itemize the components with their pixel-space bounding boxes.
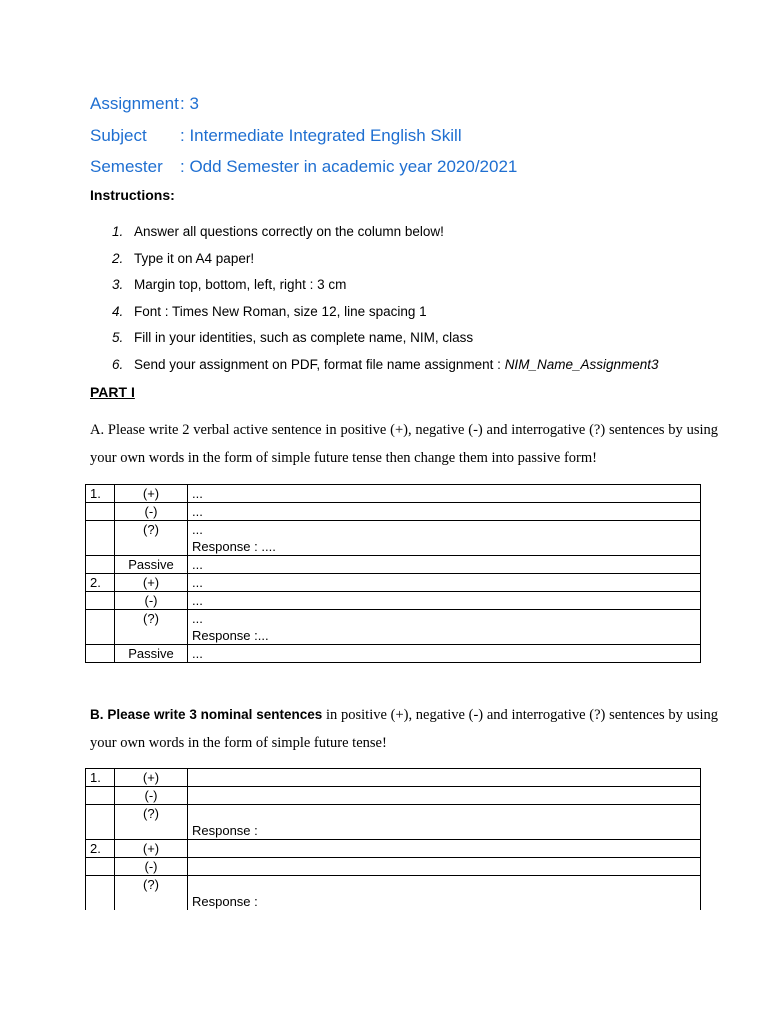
instruction-item: 5. Fill in your identities, such as complete name, NIM, class — [112, 330, 474, 345]
section-a-prompt: A. Please write 2 verbal active sentence in positive (+), negative (-) and interrogative (?) sentences by using your own words in the form of simple future tense then change them into passive form! — [90, 422, 718, 466]
table-row: Passive ... — [86, 645, 701, 663]
table-row: (?) ... Response : .... — [86, 521, 701, 556]
section-b-prompt: B. Please write 3 nominal sentences in positive (+), negative (-) and interrogative (?) sentences by using your own words in the form of simple future tense! — [90, 707, 718, 751]
table-row: (-) ... — [86, 503, 701, 521]
table-row: 1. (+) — [86, 769, 701, 787]
table-row: Passive ... — [86, 556, 701, 574]
table-row: (?) ... Response :... — [86, 610, 701, 645]
semester-row — [90, 157, 517, 177]
section-b-heading: B. Please write 3 nominal sentences — [90, 707, 323, 722]
table-row: (?) Response : — [86, 876, 701, 911]
instructions-title: Instructions: — [90, 187, 175, 203]
table-row: (?) Response : — [86, 805, 701, 840]
filename-format: NIM_Name_Assignment3 — [504, 356, 659, 372]
section-a-table — [85, 484, 701, 663]
table-row: (-) — [86, 787, 701, 805]
section-b-table — [85, 768, 701, 910]
assignment-value: : 3 — [180, 94, 199, 113]
part-title: PART I — [90, 384, 135, 400]
subject-row — [90, 126, 462, 146]
subject-value: : Intermediate Integrated English Skill — [180, 126, 462, 145]
instruction-item: 2. Type it on A4 paper! — [112, 250, 255, 266]
table-row: 2. (+) ... — [86, 574, 701, 592]
table-row: 1. (+) ... — [86, 485, 701, 503]
instruction-item: 4. Font : Times New Roman, size 12, line spacing 1 — [112, 303, 427, 319]
instructions-list — [112, 224, 659, 383]
semester-label: Semester — [90, 157, 163, 176]
table-row: 2. (+) — [86, 840, 701, 858]
instruction-item: 3. Margin top, bottom, left, right : 3 cm — [112, 277, 347, 292]
semester-value: : Odd Semester in academic year 2020/2021 — [180, 157, 518, 176]
instruction-item: 1. Answer all questions correctly on the column below! — [112, 224, 444, 239]
table-row: (-) — [86, 858, 701, 876]
assignment-label: Assignment — [90, 94, 179, 113]
assignment-row — [90, 94, 199, 114]
instruction-item: 6. Send your assignment on PDF, format file name assignment : NIM_Name_Assignment3 — [112, 356, 659, 372]
subject-label: Subject — [90, 126, 147, 145]
table-row: (-) ... — [86, 592, 701, 610]
